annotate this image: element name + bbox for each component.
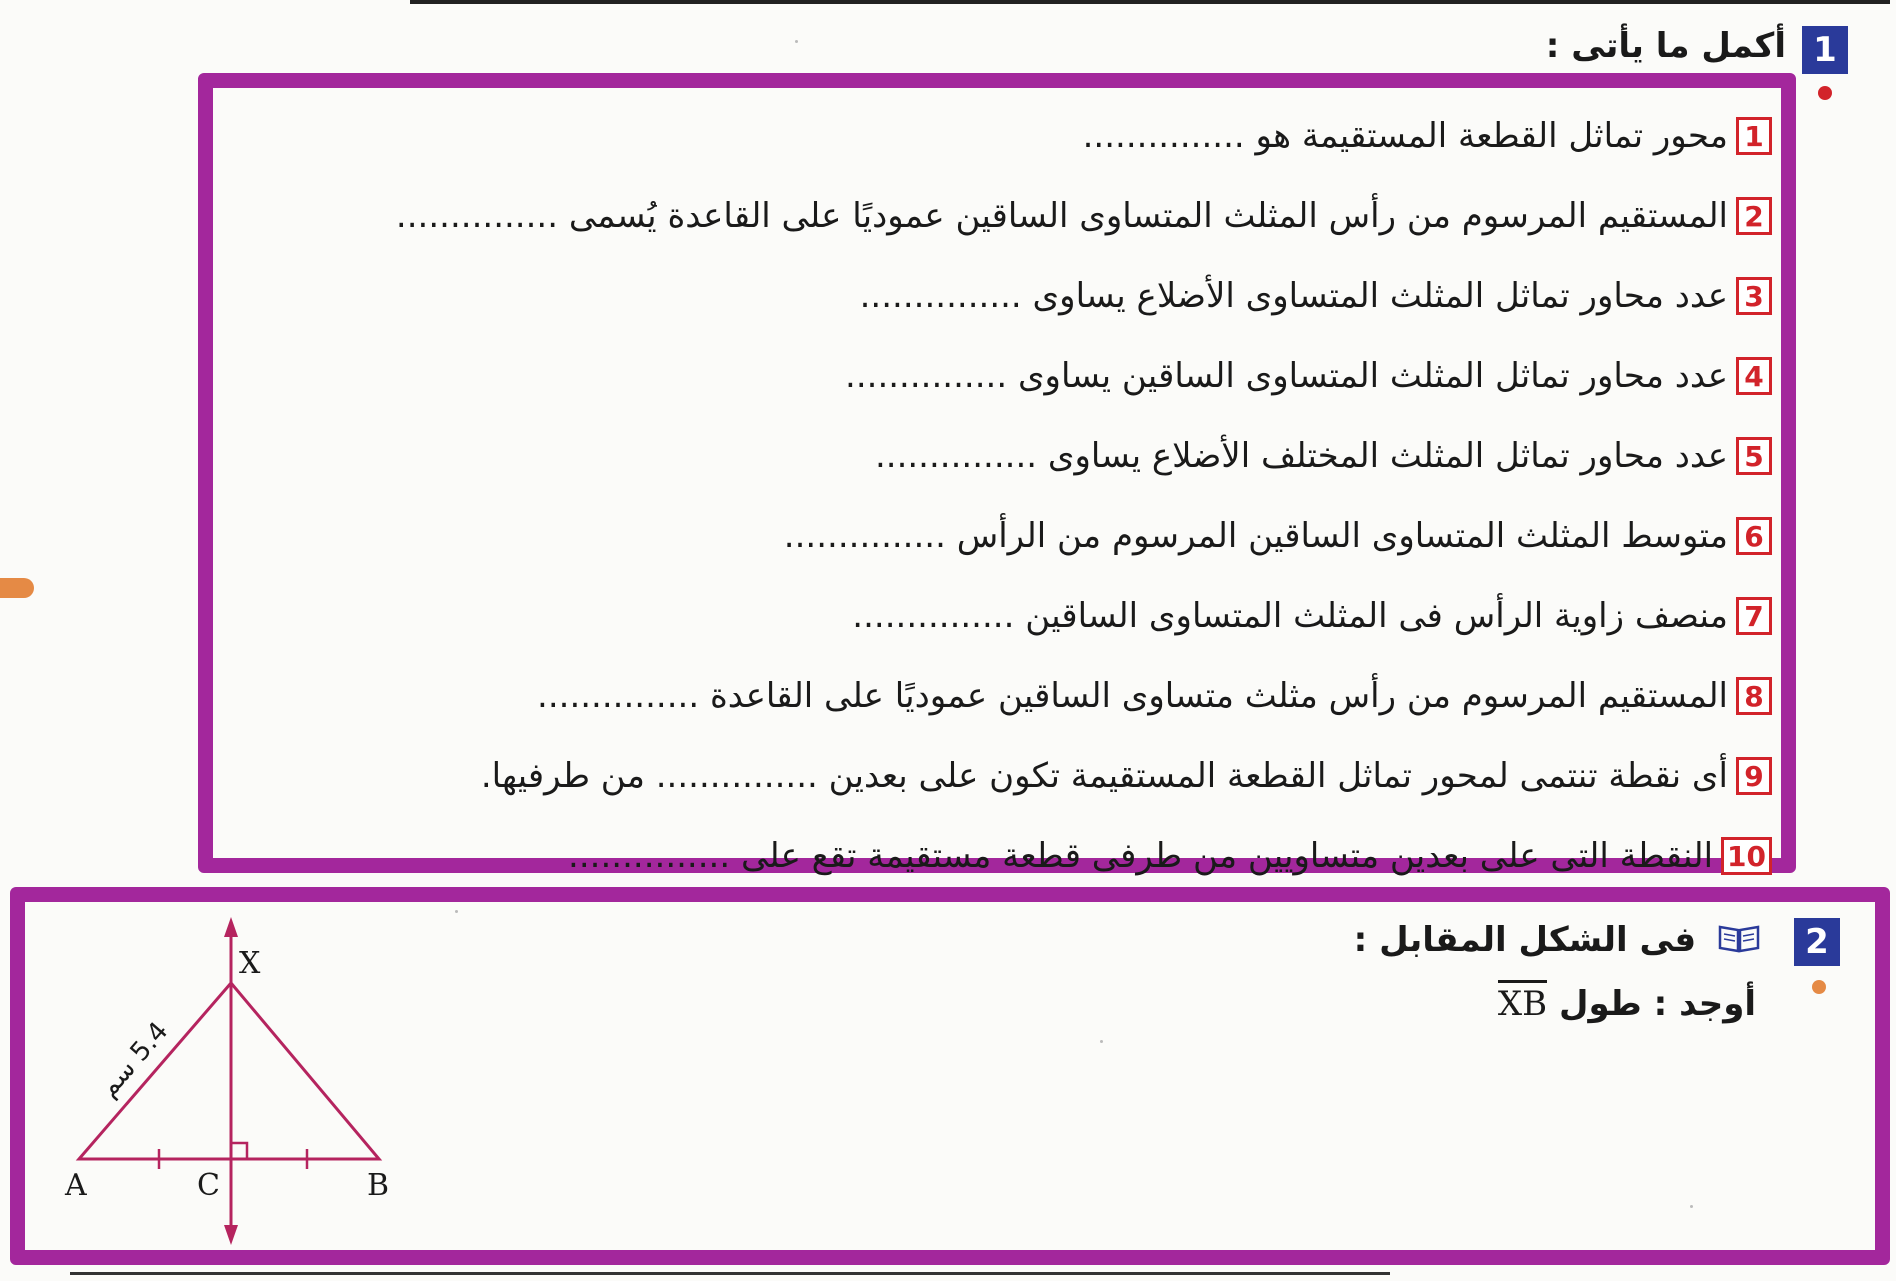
list-item [272,656,1772,736]
orange-margin-mark [0,578,34,598]
perpendicular-line [224,917,238,1245]
list-item [272,496,1772,576]
item-number-box: 6 [1736,517,1772,555]
question1-title: أكمل ما يأتى : [1545,26,1786,66]
list-item [272,336,1772,416]
item-text: محور تماثل القطعة المستقيمة هو ............... [1082,116,1728,156]
orange-bullet-dot [1812,980,1826,994]
item-number-box: 10 [1721,837,1772,875]
item-text: عدد محاور تماثل المثلث المختلف الأضلاع يساوى ............... [874,436,1728,476]
side-length-label: 5.4 سم [93,1016,175,1104]
point-x-label: X [239,946,261,981]
item-text: المستقيم المرسوم من رأس مثلث متساوى الساقين عموديًا على القاعدة ............... [537,676,1728,716]
item-text: عدد محاور تماثل المثلث المتساوى الساقين يساوى ............... [845,356,1728,396]
item-number-box: 4 [1736,357,1772,395]
point-b-label: B [367,1168,390,1203]
red-bullet-dot [1818,86,1832,100]
question2-number-badge [1794,918,1840,966]
item-number-box: 8 [1736,677,1772,715]
right-angle-mark [231,1143,247,1159]
item-number-box: 7 [1736,597,1772,635]
item-text: النقطة التى على بعدين متساويين من طرفى قطعة مستقيمة تقع على ............... [568,836,1714,876]
question2-title-line [1354,920,1760,962]
item-text: منصف زاوية الرأس فى المثلث المتساوى الساقين ............... [852,596,1728,636]
list-item [272,816,1772,896]
paper-speck [455,910,458,913]
triangle-figure [55,915,415,1249]
item-number-box: 1 [1736,117,1772,155]
item-number-box: 3 [1736,277,1772,315]
item-text: المستقيم المرسوم من رأس المثلث المتساوى الساقين عموديًا على القاعدة يُسمى ............... [395,196,1728,236]
list-item [272,176,1772,256]
question2-title: فى الشكل المقابل : [1353,920,1697,960]
item-number-box: 9 [1736,757,1772,795]
segment-xb-label: XB [1498,980,1547,1024]
item-number-box: 5 [1736,437,1772,475]
point-c-label: C [197,1168,220,1203]
item-text: أى نقطة تنتمى لمحور تماثل القطعة المستقيمة تكون على بعدين ............... من طرفيها. [480,756,1728,796]
instruction-prefix: أوجد : طول [1558,984,1756,1024]
list-item [272,256,1772,336]
top-rule [410,0,1890,4]
list-item [272,96,1772,176]
question2-instruction [1498,984,1756,1024]
question1-number: 1 [1813,30,1837,70]
list-item [272,416,1772,496]
paper-speck [795,40,798,43]
bottom-rule [70,1272,1390,1275]
paper-speck [1100,1040,1103,1043]
list-item [272,736,1772,816]
question1-number-badge [1802,26,1848,74]
item-number-box: 2 [1736,197,1772,235]
question2-number: 2 [1805,922,1829,962]
item-text: عدد محاور تماثل المثلث المتساوى الأضلاع يساوى ............... [859,276,1728,316]
book-icon [1718,922,1760,962]
item-text: متوسط المثلث المتساوى الساقين المرسوم من الرأس ............... [783,516,1728,556]
paper-speck [1690,1205,1693,1208]
list-item [272,576,1772,656]
point-a-label: A [65,1168,87,1203]
question1-items-list [272,96,1772,896]
